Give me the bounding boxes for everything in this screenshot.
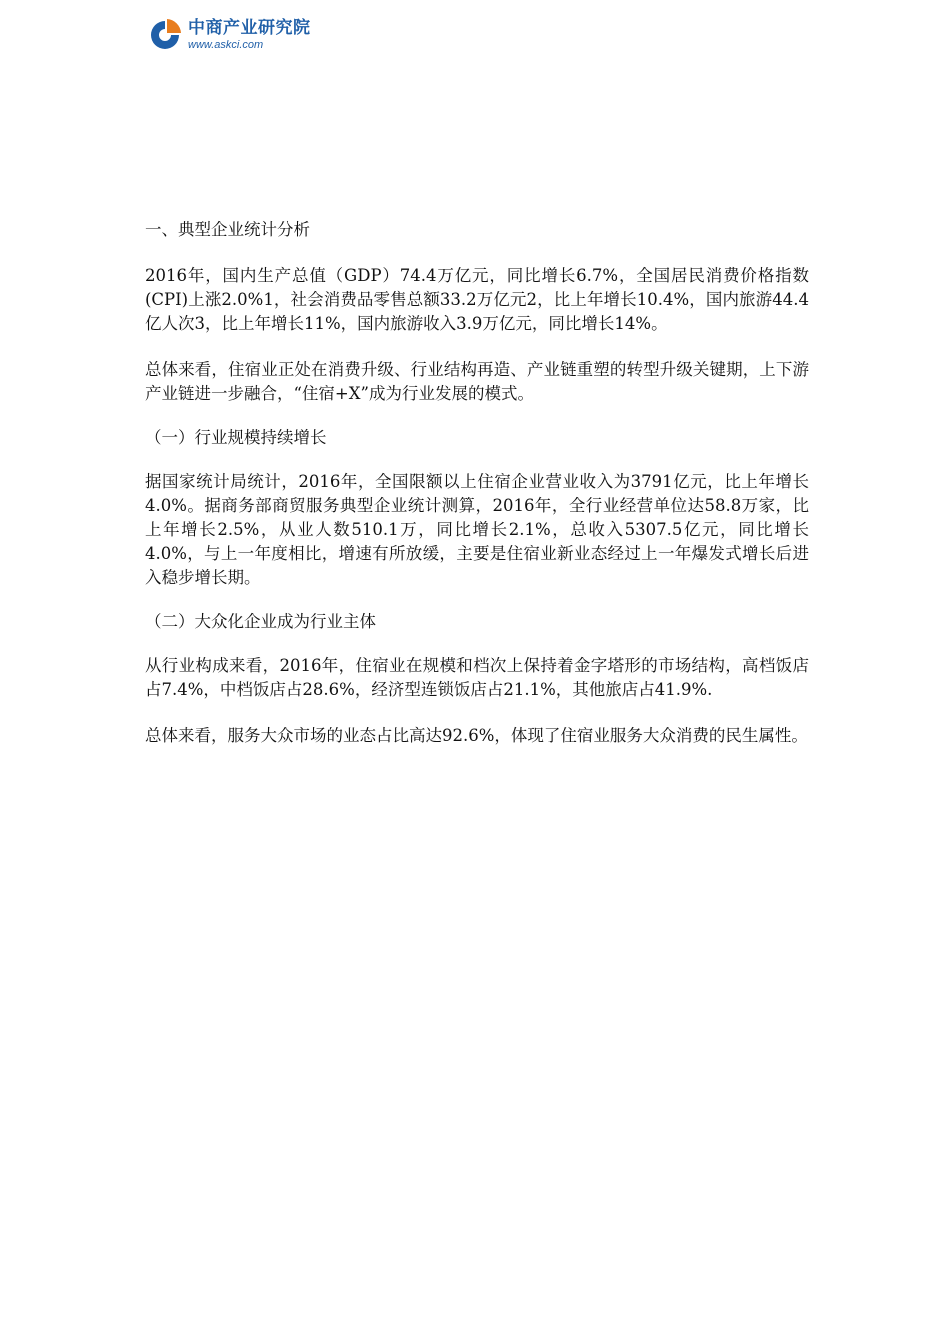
header-logo bbox=[148, 18, 311, 52]
paragraph-macro-stats: 2016年，国内生产总值（GDP）74.4万亿元，同比增长6.7%，全国居民消费价格指数(CPI)上涨2.0%1，社会消费品零售总额33.2万亿元2，比上年增长10.4%，国内旅游44.4亿人次3，比上年增长11%，国内旅游收入3.9万亿元，同比增长14%。 bbox=[145, 266, 809, 333]
paragraph-market-structure: 从行业构成来看，2016年，住宿业在规模和档次上保持着金字塔形的市场结构，高档饭店占7.4%，中档饭店占28.6%，经济型连锁饭店占21.1%，其他旅店占41.9%. bbox=[145, 656, 809, 699]
section-title: 一、典型企业统计分析 bbox=[145, 220, 310, 239]
paragraph-mass-consumption: 总体来看，服务大众市场的业态占比高达92.6%，体现了住宿业服务大众消费的民生属性。 bbox=[145, 726, 808, 745]
document-body bbox=[145, 218, 809, 748]
paragraph-industry-overview: 总体来看，住宿业正处在消费升级、行业结构再造、产业链重塑的转型升级关键期，上下游产业链进一步融合，“住宿+X”成为行业发展的模式。 bbox=[145, 360, 809, 403]
logo-name: 中商产业研究院 bbox=[188, 17, 311, 38]
subsection-title-mass-market: （二）大众化企业成为行业主体 bbox=[145, 612, 376, 631]
subsection-title-scale: （一）行业规模持续增长 bbox=[145, 428, 327, 447]
askci-logo-icon bbox=[148, 18, 182, 52]
logo-url: www.askci.com bbox=[188, 38, 264, 51]
paragraph-scale-growth: 据国家统计局统计，2016年，全国限额以上住宿企业营业收入为3791亿元，比上年增长4.0%。据商务部商贸服务典型企业统计测算，2016年，全行业经营单位达58.8万家，比上年增长2.5%，从业人数510.1万，同比增长2.1%，总收入5307.5亿元，同比增长4.0%，与上一年度相比，增速有所放缓，主要是住宿业新业态经过上一年爆发式增长后进入稳步增长期。 bbox=[145, 472, 809, 587]
